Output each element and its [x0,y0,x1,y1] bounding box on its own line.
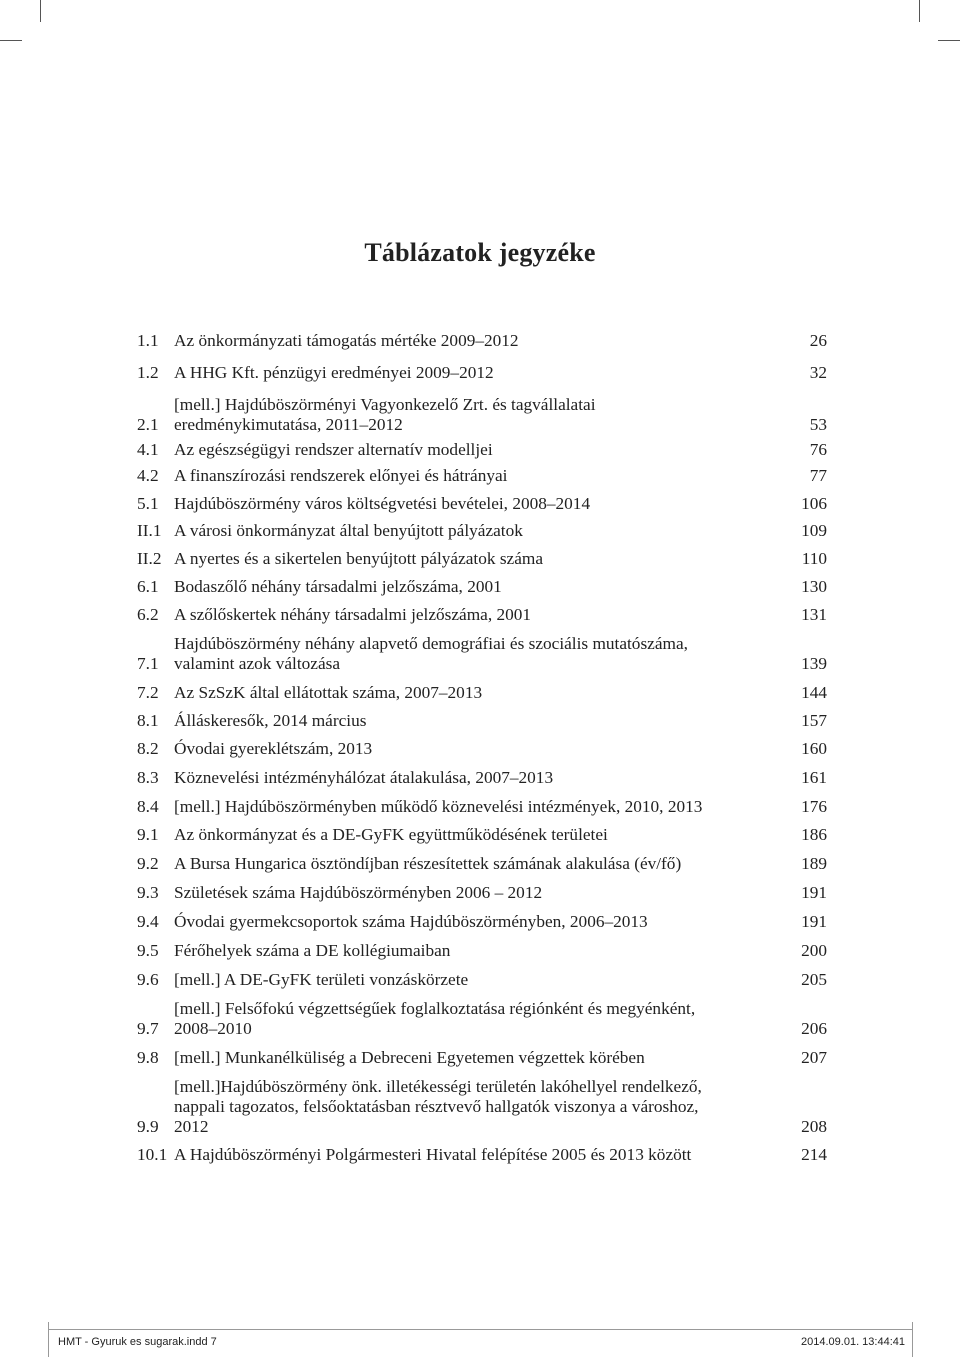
toc-entry [137,1077,827,1137]
entry-title [174,739,767,759]
entry-title-line: Az egészségügyi rendszer alternatív modelljei [174,440,493,459]
toc-entry [137,395,827,435]
entry-title-line: Az SzSzK által ellátottak száma, 2007–2013 [174,683,483,702]
toc-entry [137,1145,827,1165]
entry-number: 7.2 [137,683,159,702]
entry-page-number: 161 [801,768,827,787]
crop-mark [0,40,22,41]
entry-page-number: 200 [801,941,827,960]
entry-page-number: 32 [809,363,827,382]
entry-page-number: 157 [801,711,827,730]
entry-title [174,634,767,674]
footer-divider [912,1322,913,1357]
entry-title-line: A finanszírozási rendszerek előnyei és hátrányai [174,466,508,485]
entry-page-number: 76 [809,440,827,459]
print-footer [0,1322,960,1357]
entry-number: 7.1 [137,654,159,673]
toc-entry [137,999,827,1039]
toc-entry [137,912,827,932]
entry-title [174,1077,767,1137]
entry-page-number: 176 [801,797,827,816]
entry-number: 10.1 [137,1145,168,1164]
entry-page-number: 130 [801,577,827,596]
entry-page-number: 110 [801,549,827,568]
entry-title-line: Álláskeresők, 2014 március [174,711,367,730]
entry-title-line: [mell.]Hajdúböszörmény önk. illetékességi területén lakóhellyel rendelkező, [174,1077,702,1096]
entry-number: 8.3 [137,768,159,787]
toc-entry [137,825,827,845]
crop-mark [938,40,960,41]
footer-file-name: HMT - Gyuruk es sugarak.indd 7 [58,1336,217,1348]
toc-entry [137,331,827,351]
entry-number: 1.1 [137,331,159,350]
entry-title-line: A Bursa Hungarica ösztöndíjban részesítettek számának alakulása (év/fő) [174,854,682,873]
entry-number: 9.2 [137,854,159,873]
entry-title-line: A szőlőskertek néhány társadalmi jelzőszáma, 2001 [174,605,532,624]
entry-number: II.1 [137,521,162,540]
toc-entry [137,577,827,597]
entry-number: 6.1 [137,577,159,596]
entry-title-line: A HHG Kft. pénzügyi eredményei 2009–2012 [174,363,494,382]
entry-title-line: A nyertes és a sikertelen benyújtott pályázatok száma [174,549,544,568]
entry-title-line: A városi önkormányzat által benyújtott pályázatok [174,521,523,540]
entry-title-line: Az önkormányzati támogatás mértéke 2009–2012 [174,331,519,350]
entry-number: 9.6 [137,970,159,989]
entry-page-number: 26 [809,331,827,350]
entry-title-line: [mell.] Felsőfokú végzettségűek foglalkoztatása régiónként és megyénként, [174,999,696,1018]
entry-title-line: Férőhelyek száma a DE kollégiumaiban [174,941,451,960]
footer-divider [48,1322,49,1357]
entry-number: 9.5 [137,941,159,960]
entry-title [174,970,767,990]
entry-title [174,395,767,435]
entry-title-line: [mell.] A DE-GyFK területi vonzáskörzete [174,970,469,989]
entry-title [174,363,767,383]
entry-number: 8.4 [137,797,159,816]
entry-title-line: Óvodai gyermekcsoportok száma Hajdúböszörményben, 2006–2013 [174,912,648,931]
toc-entry [137,970,827,990]
entry-title-line: Köznevelési intézményhálózat átalakulása, 2007–2013 [174,768,554,787]
entry-title-line: Születések száma Hajdúböszörményben 2006 – 2012 [174,883,543,902]
entry-title-line: [mell.] Hajdúböszörményben működő köznevelési intézmények, 2010, 2013 [174,797,703,816]
toc-entry [137,440,827,460]
entry-page-number: 208 [801,1117,827,1136]
entry-title-line: A Hajdúböszörményi Polgármesteri Hivatal felépítése 2005 és 2013 között [174,1145,692,1164]
toc-entry [137,521,827,541]
entry-page-number: 144 [801,683,827,702]
entry-page-number: 131 [801,605,827,624]
entry-title [174,494,767,514]
entry-title [174,912,767,932]
entry-number: 9.7 [137,1019,159,1038]
entry-title-line: Hajdúböszörmény város költségvetési bevételei, 2008–2014 [174,494,591,513]
entry-page-number: 189 [801,854,827,873]
crop-mark [919,0,920,22]
entry-page-number: 191 [801,883,827,902]
entry-title [174,683,767,703]
entry-number: II.2 [137,549,162,568]
entry-title-line: Bodaszőlő néhány társadalmi jelzőszáma, 2001 [174,577,502,596]
toc-entry [137,768,827,788]
toc-entry [137,494,827,514]
entry-title [174,854,767,874]
entry-page-number: 160 [801,739,827,758]
entry-title [174,883,767,903]
toc-entry [137,739,827,759]
entry-title-line: Óvodai gyereklétszám, 2013 [174,739,373,758]
entry-title-line: nappali tagozatos, felsőoktatásban résztvevő hallgatók viszonya a városhoz, [174,1097,699,1116]
entry-page-number: 205 [801,970,827,989]
toc-entry [137,711,827,731]
toc-entry [137,683,827,703]
entry-page-number: 106 [801,494,827,513]
entry-page-number: 109 [801,521,827,540]
entry-title [174,1145,767,1165]
entry-page-number: 191 [801,912,827,931]
toc-entry [137,634,827,674]
entry-title [174,521,767,541]
entry-number: 8.1 [137,711,159,730]
entry-page-number: 206 [801,1019,827,1038]
entry-number: 9.4 [137,912,159,931]
entry-title [174,711,767,731]
entry-title-line: Az önkormányzat és a DE-GyFK együttműködésének területei [174,825,608,844]
entry-number: 9.3 [137,883,159,902]
entry-title [174,549,767,569]
entry-title-line: 2008–2010 [174,1019,252,1038]
toc-entry [137,883,827,903]
entry-number: 1.2 [137,363,159,382]
toc-entry [137,549,827,569]
entry-number: 9.9 [137,1117,159,1136]
entry-page-number: 139 [801,654,827,673]
footer-timestamp: 2014.09.01. 13:44:41 [801,1336,905,1348]
entry-title [174,331,767,351]
entry-number: 4.1 [137,440,159,459]
entry-number: 8.2 [137,739,159,758]
entry-title-line: valamint azok változása [174,654,341,673]
toc-entry [137,363,827,383]
toc-entry [137,466,827,486]
entry-title [174,825,767,845]
entry-title [174,440,767,460]
entry-title [174,605,767,625]
entry-number: 5.1 [137,494,159,513]
toc-entry [137,941,827,961]
crop-mark [40,0,41,22]
entry-page-number: 53 [809,415,827,434]
entry-title [174,999,767,1039]
entry-title [174,941,767,961]
toc-entry [137,605,827,625]
entry-title-line: 2012 [174,1117,209,1136]
entry-title-line: [mell.] Munkanélküliség a Debreceni Egyetemen végzettek körében [174,1048,645,1067]
entry-title-line: [mell.] Hajdúböszörményi Vagyonkezelő Zrt. és tagvállalatai [174,395,596,414]
entry-page-number: 207 [801,1048,827,1067]
entry-number: 6.2 [137,605,159,624]
toc-entry [137,854,827,874]
entry-title [174,466,767,486]
toc-entry [137,797,827,817]
entry-page-number: 214 [801,1145,827,1164]
entry-number: 9.1 [137,825,159,844]
entry-title [174,797,767,817]
entry-number: 4.2 [137,466,159,485]
entry-title [174,1048,767,1068]
entry-number: 9.8 [137,1048,159,1067]
entry-title [174,768,767,788]
table-list [137,322,827,1165]
entry-page-number: 186 [801,825,827,844]
entry-title [174,577,767,597]
entry-title-line: Hajdúböszörmény néhány alapvető demográfiai és szociális mutatószáma, [174,634,688,653]
page-title: Táblázatok jegyzéke [364,238,596,267]
entry-number: 2.1 [137,415,159,434]
entry-page-number: 77 [809,466,827,485]
entry-title-line: eredménykimutatása, 2011–2012 [174,415,403,434]
toc-entry [137,1048,827,1068]
